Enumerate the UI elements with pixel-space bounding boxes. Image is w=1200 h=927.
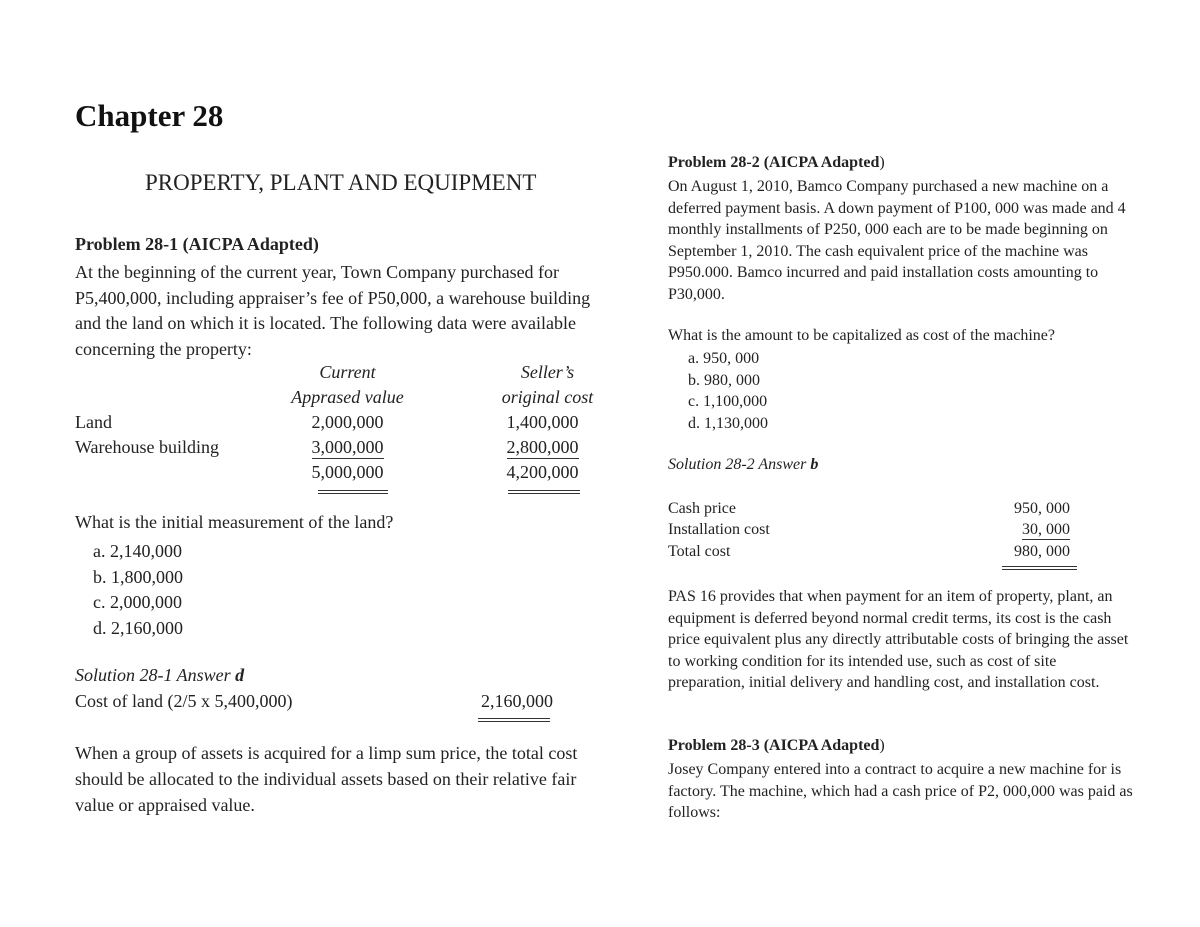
problem-3-heading-bold: Problem 28-3 (AICPA Adapted bbox=[668, 737, 880, 754]
problem-1-text bbox=[75, 260, 590, 362]
choice-c: c. 2,000,000 bbox=[93, 592, 182, 612]
total-cost-label: Total cost bbox=[668, 543, 731, 560]
col-seller-h1: Seller’s bbox=[520, 362, 575, 382]
problem-2-line: P30,000. bbox=[668, 285, 725, 303]
pas16-line: to working condition for its intended use, such as cost of site bbox=[668, 652, 1057, 670]
problem-3-line: Josey Company entered into a contract to acquire a new machine for is bbox=[668, 761, 1122, 778]
solution-2-answer: b bbox=[810, 456, 819, 473]
total-seller-double-rule bbox=[508, 490, 580, 494]
row-warehouse-v1 bbox=[280, 437, 415, 459]
cost-of-land-value: 2,160,000 bbox=[481, 691, 553, 711]
row-land-v2: 1,400,000 bbox=[506, 412, 579, 432]
solution-2-label: Solution 28-2 Answer bbox=[668, 456, 807, 473]
chapter-title: Chapter 28 bbox=[75, 98, 224, 133]
problem-3-text bbox=[668, 759, 1133, 824]
problem-2-line: deferred payment basis. A down payment of P100, 000 was made and 4 bbox=[668, 199, 1126, 217]
col-seller-h2: original cost bbox=[501, 387, 594, 407]
choice-d: d. 1,130,000 bbox=[688, 414, 768, 432]
installation-cost-amount: 30, 000 bbox=[1022, 521, 1070, 538]
problem-2-heading-tail: ) bbox=[879, 154, 885, 171]
cash-price-value: 950, 000 bbox=[1014, 500, 1070, 517]
choice-a: a. 950, 000 bbox=[688, 350, 760, 367]
pas16-line: PAS 16 provides that when payment for an item of property, plant, an bbox=[668, 588, 1113, 605]
problem-3-heading bbox=[668, 737, 885, 755]
total-current: 5,000,000 bbox=[311, 462, 384, 482]
explanation-line: should be allocated to the individual assets based on their relative fair bbox=[75, 769, 577, 789]
solution-1-answer: d bbox=[235, 665, 245, 685]
problem-3-line: follows: bbox=[668, 804, 721, 821]
problem-1-choices bbox=[93, 539, 183, 641]
col-current-h1: Current bbox=[319, 362, 376, 382]
problem-2-line: P950.000. Bamco incurred and paid installation costs amounting to bbox=[668, 264, 1099, 281]
total-cost-value: 980, 000 bbox=[1014, 543, 1070, 560]
problem-3-line: factory. The machine, which had a cash price of P2, 000,000 was paid as bbox=[668, 782, 1133, 800]
row-land-v1: 2,000,000 bbox=[311, 412, 384, 432]
problem-1-line: and the land on which it is located. The following data were available bbox=[75, 313, 577, 333]
section-title: PROPERTY, PLANT AND EQUIPMENT bbox=[145, 170, 537, 195]
row-warehouse-v2-value: 2,800,000 bbox=[506, 437, 579, 457]
choice-b: b. 1,800,000 bbox=[93, 566, 183, 587]
total-current-double-rule bbox=[318, 490, 388, 494]
choice-c: c. 1,100,000 bbox=[688, 393, 768, 410]
problem-1-heading: Problem 28-1 (AICPA Adapted) bbox=[75, 234, 319, 254]
cost-of-land-double-rule bbox=[478, 718, 550, 722]
pas16-line: equipment is deferred beyond normal credit terms, its cost is the cash bbox=[668, 609, 1112, 627]
problem-1-line: At the beginning of the current year, Town Company purchased for bbox=[75, 262, 560, 282]
row-land-label: Land bbox=[75, 412, 112, 432]
pas16-line: preparation, initial delivery and handling cost, and installation cost. bbox=[668, 674, 1100, 691]
row-warehouse-label: Warehouse building bbox=[75, 437, 220, 457]
explanation-line: value or appraised value. bbox=[75, 795, 255, 815]
installation-cost-label: Installation cost bbox=[668, 521, 770, 538]
problem-2-question: What is the amount to be capitalized as cost of the machine? bbox=[668, 327, 1055, 344]
choice-b: b. 980, 000 bbox=[688, 371, 760, 389]
problem-2-line: On August 1, 2010, Bamco Company purchased a new machine on a bbox=[668, 178, 1109, 195]
solution-1-line bbox=[75, 665, 244, 686]
problem-2-line: September 1, 2010. The cash equivalent price of the machine was bbox=[668, 242, 1089, 260]
row-warehouse-v1-value: 3,000,000 bbox=[311, 437, 384, 457]
problem-2-text bbox=[668, 176, 1126, 305]
total-seller: 4,200,000 bbox=[506, 462, 579, 482]
pas16-paragraph bbox=[668, 586, 1128, 694]
choice-a: a. 2,140,000 bbox=[93, 541, 182, 561]
choice-d: d. 2,160,000 bbox=[93, 617, 183, 638]
problem-2-heading bbox=[668, 154, 885, 172]
col-current-h2: Apprased value bbox=[291, 387, 404, 407]
problem-1-line: concerning the property: bbox=[75, 338, 252, 359]
cost-of-land-label: Cost of land (2/5 x 5,400,000) bbox=[75, 691, 293, 711]
problem-2-choices bbox=[688, 348, 768, 434]
cash-price-label: Cash price bbox=[668, 500, 736, 517]
solution-2-line bbox=[668, 456, 818, 474]
row-warehouse-v2 bbox=[475, 437, 610, 459]
problem-1-line: P5,400,000, including appraiser’s fee of P50,000, a warehouse building bbox=[75, 287, 591, 308]
pas16-line: price equivalent plus any directly attributable costs of bringing the asset bbox=[668, 631, 1129, 648]
problem-2-heading-bold: Problem 28-2 (AICPA Adapted bbox=[668, 154, 880, 171]
problem-1-question: What is the initial measurement of the land? bbox=[75, 512, 394, 532]
problem-1-explanation bbox=[75, 740, 577, 818]
explanation-line: When a group of assets is acquired for a limp sum price, the total cost bbox=[75, 743, 578, 763]
problem-2-line: monthly installments of P250, 000 each are to be made beginning on bbox=[668, 221, 1108, 238]
solution-1-label: Solution 28-1 Answer bbox=[75, 665, 231, 685]
problem-3-heading-tail: ) bbox=[879, 737, 885, 754]
total-cost-double-rule bbox=[1002, 566, 1077, 570]
installation-cost-value bbox=[960, 521, 1070, 540]
